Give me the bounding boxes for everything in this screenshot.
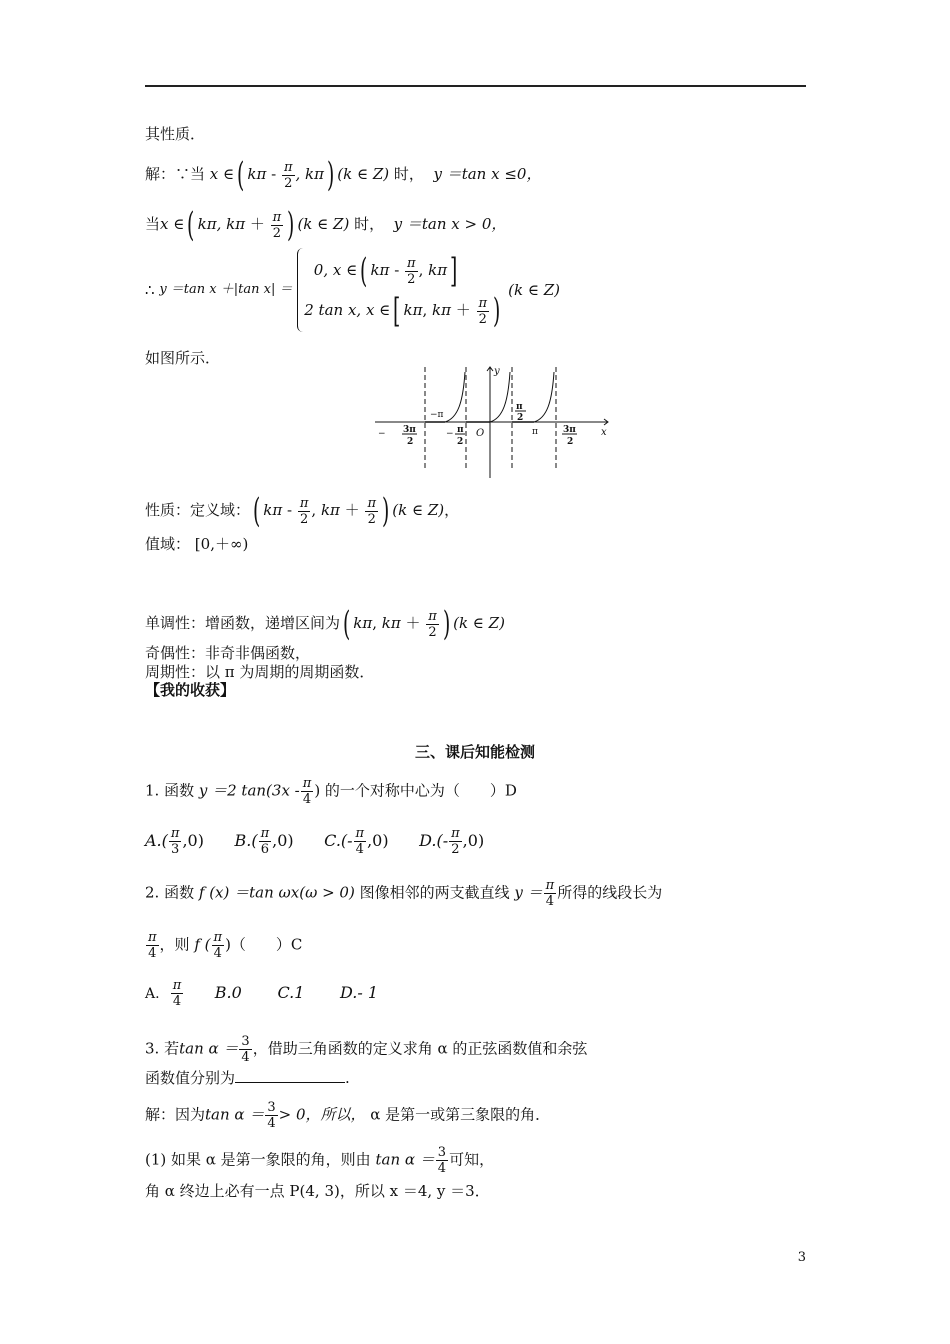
svg-text:−π: −π bbox=[430, 410, 444, 420]
tan-abs-graph bbox=[370, 362, 615, 482]
svg-text:3π: 3π bbox=[563, 425, 576, 435]
header-rule bbox=[145, 85, 806, 87]
property-parity: 奇偶性：非奇非偶函数， bbox=[145, 644, 311, 662]
question-3-solution-2: (1) 如果 α 是第一象限的角，则由 tan α ＝ $\frac{3}{4}$ 可知， bbox=[145, 1145, 495, 1176]
fraction: $\frac{\pi}{2}$ bbox=[283, 159, 293, 191]
curve-branch bbox=[534, 372, 554, 422]
svg-text:2: 2 bbox=[517, 413, 524, 423]
question-1-options: A.( $\frac{\pi}{3}$ ,0) B.( $\frac{\pi}{6}$ ,0) C.(- $\frac{\pi}{4}$ ,0) D.(- $\frac{\pi}{2}$ ,0) bbox=[145, 826, 485, 857]
svg-text:3π: 3π bbox=[403, 425, 416, 435]
question-3: 3. 若tan α ＝ $\frac{3}{4}$ ，借助三角函数的定义求角 α 的正弦函数值和余弦 bbox=[145, 1034, 588, 1065]
question-1: 1. 函数 y ＝2 tan(3x - $\frac{\pi}{4}$ ) 的一个对称中心为（ ）D bbox=[145, 776, 517, 807]
svg-text:y: y bbox=[494, 366, 500, 377]
text-line: 如图所示． bbox=[145, 349, 221, 367]
svg-text:2: 2 bbox=[407, 437, 414, 447]
svg-text:O: O bbox=[476, 428, 485, 439]
answer-blank bbox=[235, 1068, 345, 1083]
question-2-options: A. $\frac{\pi}{4}$ B.0 C.1 D.- 1 bbox=[145, 978, 378, 1009]
solution-line-1: 解：∵当 x ∈( kπ - $\frac{\pi}{2}$ , kπ) (k ∈ Z) 时， y ＝tan x ≤0， bbox=[145, 155, 542, 195]
harvest-heading: 【我的收获】 bbox=[145, 681, 236, 699]
question-2: 2. 函数 f (x) ＝tan ωx(ω > 0) 图像相邻的两支截直线 y ＝ $\frac{\pi}{4}$ 所得的线段长为 bbox=[145, 878, 663, 909]
question-2-line2: $\frac{\pi}{4}$ ，则 f ( $\frac{\pi}{4}$ )（ ）C bbox=[148, 930, 303, 961]
question-3-solution-1: 解：因为tan α ＝ $\frac{3}{4}$ > 0，所以， α 是第一或第三象限的角． bbox=[145, 1100, 551, 1131]
property-range: 值域： [0,＋∞) bbox=[145, 535, 249, 553]
text-line: 其性质． bbox=[145, 125, 206, 143]
property-period: 周期性：以 π 为周期的周期函数． bbox=[145, 663, 375, 681]
svg-text:π: π bbox=[532, 427, 538, 437]
curve-branch bbox=[490, 372, 510, 422]
svg-text:2: 2 bbox=[567, 437, 574, 447]
curve-branch bbox=[445, 372, 465, 422]
property-monotonic: 单调性：增函数，递增区间为( kπ, kπ ＋ $\frac{\pi}{2}$ ) (k ∈ Z) bbox=[145, 604, 505, 644]
svg-text:x: x bbox=[601, 427, 607, 438]
solution-line-2: 当x ∈( kπ, kπ ＋ $\frac{\pi}{2}$ ) (k ∈ Z) 时， y ＝tan x > 0， bbox=[145, 205, 507, 245]
page-number: 3 bbox=[797, 1250, 806, 1265]
svg-text:2: 2 bbox=[457, 437, 464, 447]
svg-text:−: − bbox=[446, 429, 454, 439]
property-domain: 性质：定义域：( kπ - $\frac{\pi}{2}$ , kπ ＋ $\frac{\pi}{2}$ ) (k ∈ Z)， bbox=[145, 491, 460, 531]
question-3-line2: 函数值分别为 . bbox=[145, 1069, 350, 1087]
svg-text:−: − bbox=[378, 429, 386, 439]
cases-brace: 0, x ∈( kπ - $\frac{\pi}{2}$ , kπ] 2 tan x, x ∈[ kπ, kπ ＋ $\frac{\pi}{2}$ ) bbox=[297, 248, 503, 332]
question-3-solution-3: 角 α 终边上必有一点 P(4, 3)，所以 x ＝4, y ＝3． bbox=[145, 1182, 490, 1200]
piecewise-function: ∴ y ＝tan x ＋|tan x| ＝ 0, x ∈( kπ - $\frac{\pi}{2}$ , kπ] 2 tan x, x ∈[ kπ, kπ ＋ $\frac{\pi}{2}$ ) (k ∈ Z) bbox=[145, 248, 560, 332]
section-title: 三、课后知能检测 bbox=[414, 743, 535, 761]
svg-text:π: π bbox=[516, 402, 523, 412]
svg-text:π: π bbox=[457, 425, 464, 435]
fraction: $\frac{\pi}{2}$ bbox=[272, 209, 282, 241]
